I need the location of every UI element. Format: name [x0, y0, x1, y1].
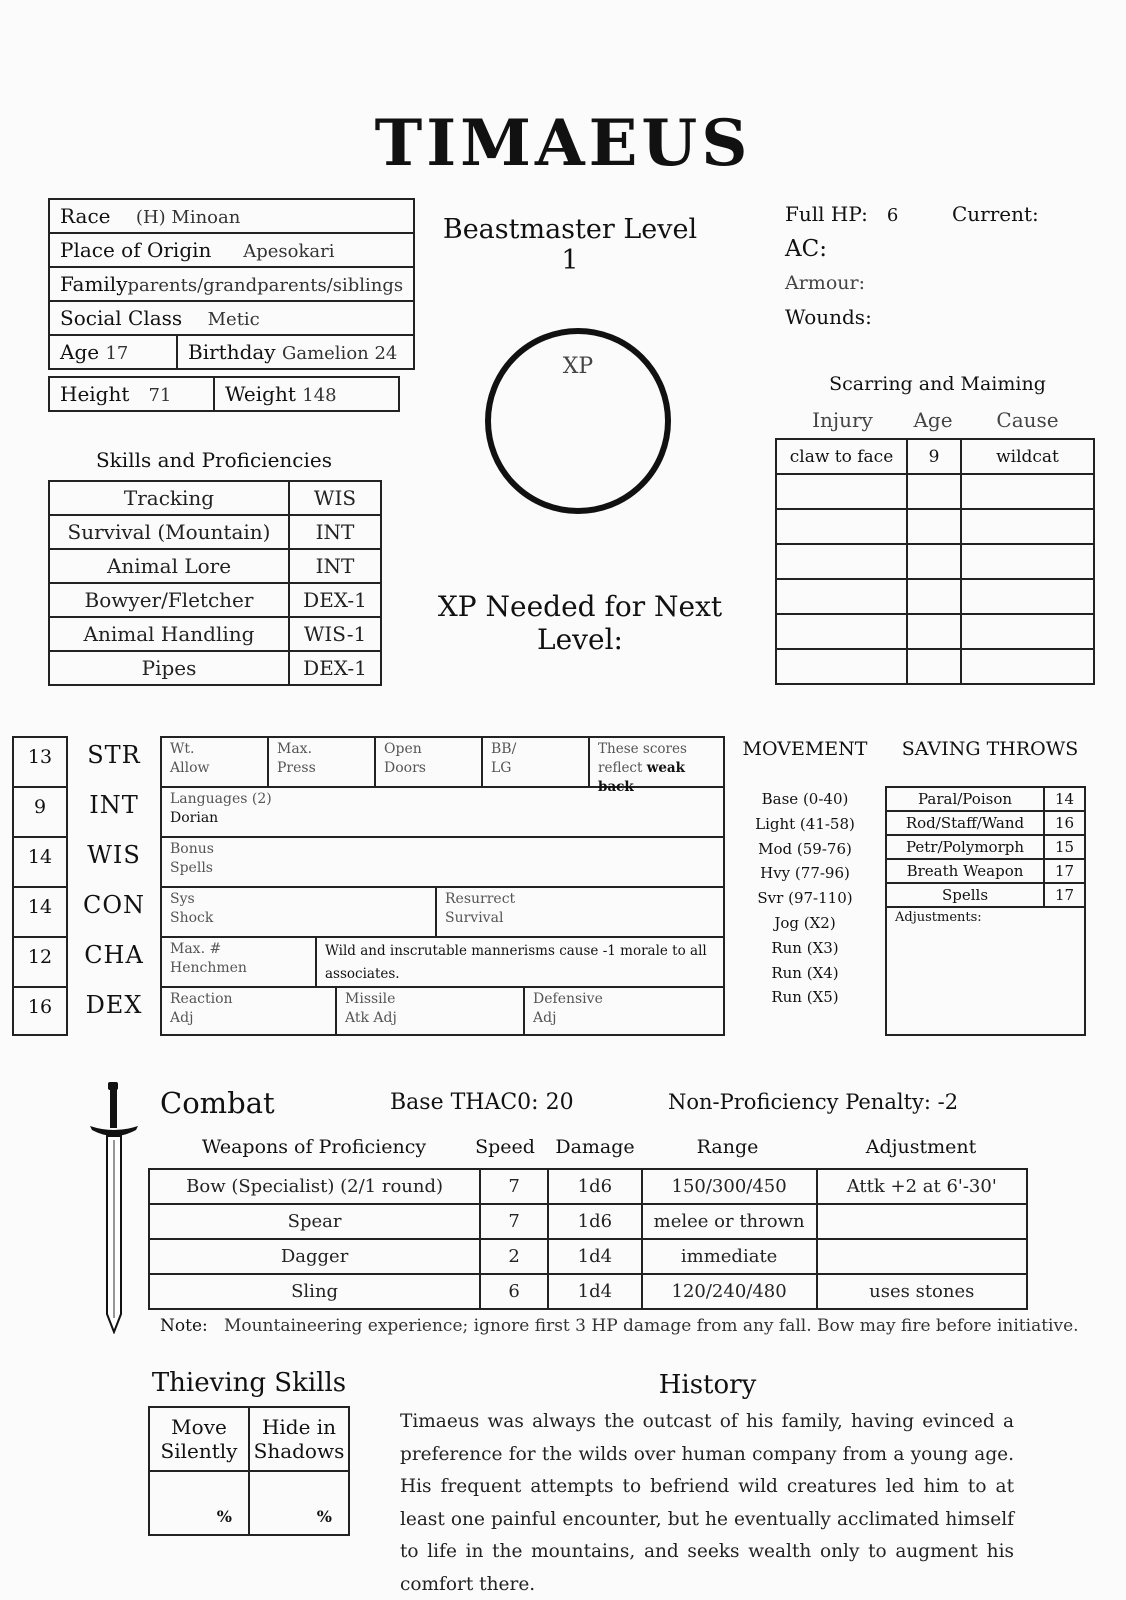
- social-value: Metic: [207, 309, 260, 330]
- scar-injury-cell[interactable]: claw to face: [776, 439, 907, 474]
- age-label: Age: [60, 340, 100, 364]
- family-row: [49, 267, 414, 301]
- scarring-title: Scarring and Maiming: [829, 373, 1046, 395]
- movement-row: Svr (97-110): [757, 889, 853, 908]
- skill-row: [49, 583, 381, 617]
- movement-row: Hvy (77-96): [760, 864, 850, 883]
- skill-stat: WIS: [289, 481, 381, 515]
- scar-header-age: Age: [913, 408, 953, 432]
- hide-shadows-value[interactable]: %: [249, 1471, 349, 1535]
- weapon-speed: 7: [480, 1169, 548, 1204]
- save-value[interactable]: 14: [1044, 787, 1085, 811]
- weapons-table: [148, 1168, 1028, 1310]
- weapon-row: [149, 1239, 1027, 1274]
- weapon-range: 120/240/480: [642, 1274, 817, 1309]
- str-detail-row: [162, 738, 723, 795]
- race-row: [49, 199, 414, 233]
- full-hp-value: 6: [886, 205, 899, 226]
- ability-name-column: [68, 736, 160, 1036]
- identity-table: [48, 198, 415, 370]
- max-henchmen-cell[interactable]: Max. # Henchmen: [162, 938, 317, 986]
- scar-header-cause: Cause: [996, 408, 1059, 432]
- skill-name: Survival (Mountain): [49, 515, 289, 549]
- move-silently-header: Move Silently: [149, 1407, 249, 1471]
- weapon-speed: 6: [480, 1274, 548, 1309]
- cha-note: Wild and inscrutable mannerisms cause -1 morale to all associates.: [325, 943, 707, 982]
- scar-age-cell[interactable]: 9: [907, 439, 961, 474]
- weapon-name: Bow (Specialist) (2/1 round): [149, 1169, 480, 1204]
- xp-next-label: XP Needed for Next Level:: [437, 590, 723, 656]
- weapon-adjustment: uses stones: [817, 1274, 1027, 1309]
- weapon-damage: 1d4: [548, 1274, 642, 1309]
- height-value: 71: [148, 385, 172, 406]
- cha-detail-row: [162, 938, 723, 988]
- skill-name: Animal Lore: [49, 549, 289, 583]
- movement-row: Mod (59-76): [758, 839, 852, 858]
- str-note: These scores reflect weak back: [598, 741, 687, 795]
- weapon-row: [149, 1204, 1027, 1239]
- ability-name-dex: DEX: [85, 991, 143, 1019]
- scar-row: [776, 579, 1094, 614]
- scar-cause-cell[interactable]: wildcat: [961, 439, 1094, 474]
- skill-stat: WIS-1: [289, 617, 381, 651]
- height-label: Height: [60, 382, 130, 406]
- skill-row: [49, 481, 381, 515]
- hide-shadows-header: Hide in Shadows: [249, 1407, 349, 1471]
- height-weight-table: [48, 376, 400, 412]
- save-value[interactable]: 17: [1044, 859, 1085, 883]
- weapon-name: Spear: [149, 1204, 480, 1239]
- scar-row: [776, 544, 1094, 579]
- ac-label: AC:: [785, 236, 827, 262]
- race-label: Race: [60, 204, 111, 228]
- skill-stat: DEX-1: [289, 583, 381, 617]
- scar-cause-cell[interactable]: [961, 474, 1094, 509]
- sys-shock-cell[interactable]: Sys Shock: [162, 888, 437, 936]
- adjustment-header: Adjustment: [865, 1136, 977, 1158]
- scar-row: [776, 649, 1094, 684]
- ability-name-str: STR: [87, 741, 141, 769]
- weapon-adjustment: [817, 1239, 1027, 1274]
- scar-injury-cell[interactable]: [776, 509, 907, 544]
- scar-injury-cell[interactable]: [776, 579, 907, 614]
- skill-stat: INT: [289, 549, 381, 583]
- scar-injury-cell[interactable]: [776, 544, 907, 579]
- skills-table: [48, 480, 382, 686]
- movement-list: [740, 787, 870, 1010]
- race-value: (H) Minoan: [135, 207, 241, 228]
- family-value: parents/grandparents/siblings: [127, 275, 404, 296]
- movement-row: Run (X4): [771, 963, 839, 982]
- weapon-row: [149, 1169, 1027, 1204]
- birthday-label: Birthday: [188, 340, 276, 364]
- weapon-adjustment: Attk +2 at 6'-30': [817, 1169, 1027, 1204]
- ability-name-wis: WIS: [87, 841, 141, 869]
- scar-cause-cell[interactable]: [961, 614, 1094, 649]
- ability-name-con: CON: [82, 891, 146, 919]
- skill-row: [49, 651, 381, 685]
- family-label: Family: [60, 272, 128, 296]
- full-hp: [785, 202, 898, 226]
- skill-stat: DEX-1: [289, 651, 381, 685]
- movement-row: Jog (X2): [774, 913, 836, 932]
- ability-score-cha[interactable]: 12: [14, 938, 66, 988]
- age-value: 17: [105, 343, 129, 364]
- thieving-title: Thieving Skills: [151, 1368, 347, 1398]
- missile-adj-cell[interactable]: Missile Atk Adj: [337, 988, 525, 1036]
- weapon-name: Dagger: [149, 1239, 480, 1274]
- save-name: Spells: [886, 883, 1044, 907]
- saving-throw-row: [886, 859, 1085, 883]
- movement-row: Base (0-40): [761, 790, 849, 808]
- birthday-value: Gamelion 24: [281, 343, 398, 364]
- resurrect-cell[interactable]: Resurrect Survival: [445, 891, 516, 926]
- wounds-label: Wounds:: [785, 305, 872, 329]
- save-name: Rod/Staff/Wand: [886, 811, 1044, 835]
- thieving-table: [148, 1406, 350, 1536]
- scar-row: [776, 509, 1094, 544]
- ability-score-int[interactable]: 9: [14, 788, 66, 838]
- note-text: Mountaineering experience; ignore first 3 HP damage from any fall. Bow may fire before initiative.: [223, 1316, 1079, 1336]
- saving-throw-row: [886, 835, 1085, 859]
- weapon-damage: 1d6: [548, 1169, 642, 1204]
- scar-age-cell[interactable]: [907, 579, 961, 614]
- scar-cause-cell[interactable]: [961, 544, 1094, 579]
- skill-name: Pipes: [49, 651, 289, 685]
- scar-cause-cell[interactable]: [961, 579, 1094, 614]
- con-detail-row: [162, 888, 723, 938]
- save-name: Breath Weapon: [886, 859, 1044, 883]
- weight-label: Weight: [225, 382, 296, 406]
- ability-score-column: [12, 736, 68, 1036]
- ability-score-str[interactable]: 13: [14, 738, 66, 788]
- scar-row: [776, 474, 1094, 509]
- save-value[interactable]: 16: [1044, 811, 1085, 835]
- history-text: Timaeus was always the outcast of his family, having evinced a preference for the wilds over human company from a young age. His frequent attempts to befriend wild creatures led him to at least one painful encounter, but he eventually acclimated himself to life in the mountains, and seeks wealth only to augment his comfort there.: [400, 1411, 1014, 1595]
- saving-throw-row: [886, 787, 1085, 811]
- weapon-range: melee or thrown: [642, 1204, 817, 1239]
- save-name: Paral/Poison: [886, 787, 1044, 811]
- character-name: TIMAEUS: [374, 106, 752, 181]
- movement-row: Run (X3): [771, 938, 839, 957]
- note-label: Note:: [160, 1316, 208, 1336]
- skill-stat: INT: [289, 515, 381, 549]
- armour-label: Armour:: [785, 272, 865, 294]
- sword-icon: [86, 1082, 142, 1334]
- scar-age-cell[interactable]: [907, 649, 961, 684]
- saving-throws-box: [885, 786, 1086, 1036]
- weapon-damage: 1d6: [548, 1204, 642, 1239]
- move-silently-value[interactable]: %: [149, 1471, 249, 1535]
- age-cell: [49, 335, 177, 369]
- damage-header: Damage: [555, 1136, 635, 1158]
- wt-allow-cell[interactable]: Wt. Allow: [162, 738, 269, 786]
- movement-row: Run (X5): [771, 988, 839, 1007]
- xp-label: XP: [562, 354, 594, 379]
- save-value[interactable]: 17: [1044, 883, 1085, 907]
- defensive-adj-cell[interactable]: Defensive Adj: [533, 991, 603, 1026]
- skill-name: Tracking: [49, 481, 289, 515]
- scar-row: [776, 614, 1094, 649]
- save-value[interactable]: 15: [1044, 835, 1085, 859]
- movement-row: Light (41-58): [755, 814, 855, 833]
- save-name: Petr/Polymorph: [886, 835, 1044, 859]
- ability-score-con[interactable]: 14: [14, 888, 66, 938]
- origin-value: Apesokari: [243, 241, 335, 262]
- height-cell: [49, 377, 214, 411]
- weapons-header: Weapons of Proficiency: [201, 1136, 427, 1158]
- skill-row: [49, 515, 381, 549]
- scar-header-injury: Injury: [812, 408, 873, 432]
- origin-label: Place of Origin: [60, 238, 212, 262]
- open-doors-cell[interactable]: Open Doors: [376, 738, 483, 786]
- social-label: Social Class: [60, 306, 183, 330]
- adjustments-label: Adjustments:: [895, 910, 982, 925]
- weapon-speed: 2: [480, 1239, 548, 1274]
- scar-injury-cell[interactable]: [776, 474, 907, 509]
- thaco: Base THAC0: 20: [390, 1090, 574, 1115]
- skill-row: [49, 617, 381, 651]
- history-title: History: [658, 1370, 757, 1400]
- weapon-damage: 1d4: [548, 1239, 642, 1274]
- combat-title: Combat: [160, 1086, 275, 1120]
- origin-row: [49, 233, 414, 267]
- scar-age-cell[interactable]: [907, 544, 961, 579]
- full-hp-label: Full HP:: [785, 202, 868, 226]
- scar-age-cell[interactable]: [907, 474, 961, 509]
- ability-score-wis[interactable]: 14: [14, 838, 66, 888]
- reaction-adj-cell[interactable]: Reaction Adj: [162, 988, 337, 1036]
- int-detail-row[interactable]: Languages (2) Dorian: [162, 788, 723, 838]
- weight-value: 148: [302, 385, 337, 406]
- scar-cause-cell[interactable]: [961, 509, 1094, 544]
- skill-name: Animal Handling: [49, 617, 289, 651]
- combat-note: [160, 1316, 1079, 1336]
- current-hp-label: Current:: [952, 202, 1039, 226]
- skills-title: Skills and Proficiencies: [95, 448, 332, 472]
- ability-details-grid: [160, 736, 725, 1036]
- weapon-range: 150/300/450: [642, 1169, 817, 1204]
- speed-header: Speed: [475, 1136, 535, 1158]
- non-proficiency-penalty: Non-Proficiency Penalty: -2: [668, 1090, 959, 1114]
- wis-detail-row[interactable]: Bonus Spells: [162, 838, 723, 888]
- weapon-range: immediate: [642, 1239, 817, 1274]
- weapon-row: [149, 1274, 1027, 1309]
- movement-title: MOVEMENT: [742, 738, 868, 760]
- dex-detail-row: [162, 988, 723, 1036]
- skill-name: Bowyer/Fletcher: [49, 583, 289, 617]
- birthday-cell: [177, 335, 414, 369]
- weapon-speed: 7: [480, 1204, 548, 1239]
- skill-row: [49, 549, 381, 583]
- scar-cause-cell[interactable]: [961, 649, 1094, 684]
- scar-age-cell[interactable]: [907, 614, 961, 649]
- max-press-cell[interactable]: Max. Press: [269, 738, 376, 786]
- saving-throw-row: [886, 883, 1085, 907]
- scar-injury-cell[interactable]: [776, 614, 907, 649]
- saving-throws-title: SAVING THROWS: [901, 738, 1079, 760]
- bblg-cell[interactable]: BB/ LG: [483, 738, 590, 786]
- scar-age-cell[interactable]: [907, 509, 961, 544]
- scar-row: [776, 439, 1094, 474]
- social-row: [49, 301, 414, 335]
- scar-injury-cell[interactable]: [776, 649, 907, 684]
- scarring-table: [775, 438, 1095, 685]
- saving-throw-row: [886, 811, 1085, 835]
- weapon-adjustment: [817, 1204, 1027, 1239]
- ability-name-cha: CHA: [84, 941, 144, 969]
- range-header: Range: [696, 1136, 759, 1158]
- ability-score-dex[interactable]: 16: [27, 996, 53, 1018]
- ability-name-int: INT: [89, 791, 139, 819]
- weight-cell: [214, 377, 399, 411]
- class-level: Beastmaster Level 1: [442, 214, 698, 276]
- weapon-name: Sling: [149, 1274, 480, 1309]
